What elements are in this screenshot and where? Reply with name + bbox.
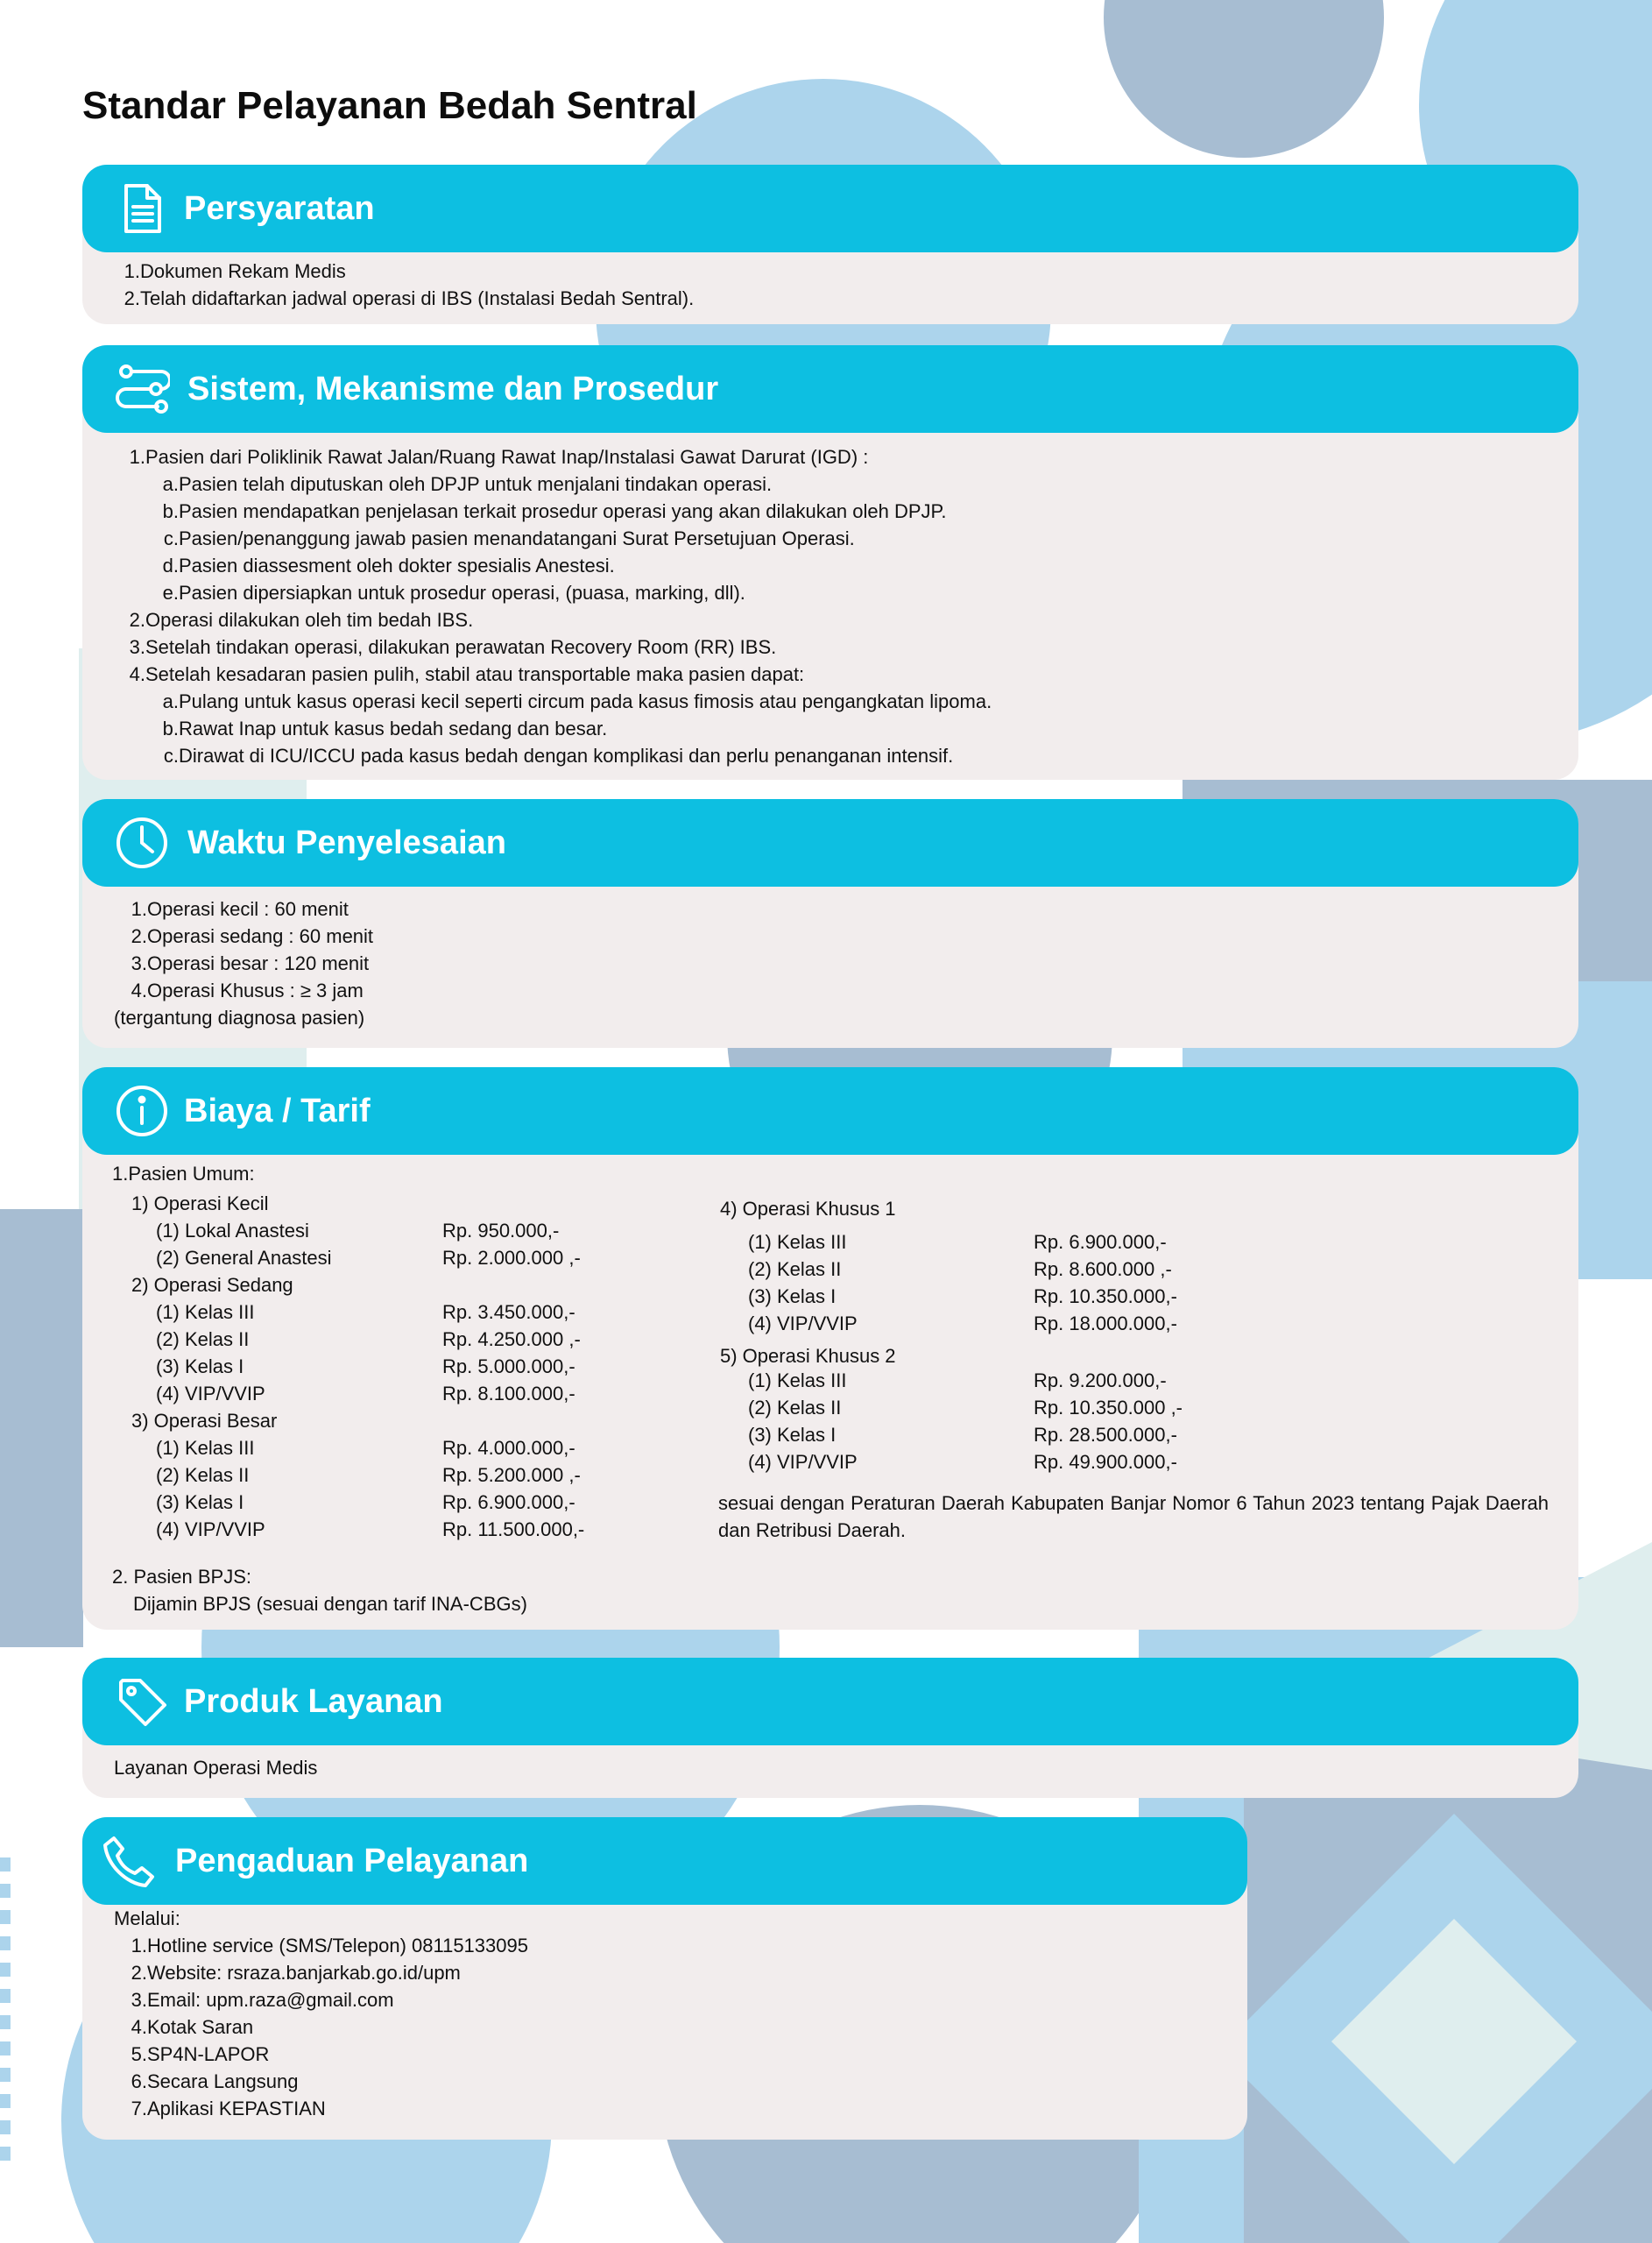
list-item: 2.Operasi dilakukan oleh tim bedah IBS. [129,609,474,631]
tariff-item: (1) Kelas III [156,1301,255,1323]
tariff-group-label: 5) Operasi Khusus 2 [720,1345,896,1367]
pengaduan-list [82,1905,1247,2122]
tariff-price: Rp. 3.450.000,- [442,1301,575,1323]
waktu-header [82,799,1578,887]
tariff-price: Rp. 4.000.000,- [442,1437,575,1459]
tariff-price: Rp. 2.000.000 ,- [442,1247,581,1269]
tariff-item: (1) Kelas III [748,1231,847,1253]
phone-icon [100,1833,156,1889]
persyaratan-title: Persyaratan [184,190,375,227]
tariff-item: (4) VIP/VVIP [156,1383,265,1405]
tariff-price: Rp. 18.000.000,- [1034,1313,1177,1334]
tariff-price: Rp. 11.500.000,- [442,1518,585,1540]
bpjs-label: 2. Pasien BPJS: [112,1566,251,1588]
tariff-price: Rp. 49.900.000,- [1034,1451,1177,1473]
tariff-price: Rp. 6.900.000,- [442,1491,575,1513]
persyaratan-header [82,165,1578,252]
produk-title: Produk Layanan [184,1683,443,1720]
list-item: 4.Kotak Saran [131,2016,254,2038]
biaya-header [82,1067,1578,1155]
sub-list-item: e.Pasien dipersiapkan untuk prosedur operasi, (puasa, marking, dll). [162,582,745,604]
biaya-title: Biaya / Tarif [184,1093,371,1129]
tariff-item: (2) General Anastesi [156,1247,332,1269]
tariff-group-label: 4) Operasi Khusus 1 [720,1198,896,1220]
regulation-note: sesuai dengan Peraturan Daerah Kabupaten Banjar Nomor 6 Tahun 2023 tentang Pajak Daerah dan Retribusi Daerah. [718,1492,1549,1541]
waktu-list [82,887,1578,1031]
tariff-price: Rp. 4.250.000 ,- [442,1328,581,1350]
list-item: 3.Email: upm.raza@gmail.com [131,1989,394,2011]
tariff-group-label: 3) Operasi Besar [131,1410,278,1432]
persyaratan-card [82,165,1578,324]
tariff-item: (2) Kelas II [748,1258,842,1280]
list-item: 1.Dokumen Rekam Medis [124,260,346,282]
persyaratan-list [82,252,1578,312]
sub-list-item: a.Pulang untuk kasus operasi kecil seperti circum pada kasus fimosis atau pengangkatan lipoma. [162,690,992,712]
list-item: 1.Pasien dari Poliklinik Rawat Jalan/Ruang Rawat Inap/Instalasi Gawat Darurat (IGD) : [129,446,869,468]
waktu-card [82,799,1578,1048]
list-item: 6.Secara Langsung [131,2070,299,2092]
tariff-price: Rp. 5.000.000,- [442,1355,575,1377]
list-item: 4.Operasi Khusus : ≥ 3 jam [131,980,364,1001]
list-item: 2.Website: rsraza.banjarkab.go.id/upm [131,1962,461,1984]
list-item: 3.Operasi besar : 120 menit [131,952,370,974]
pengaduan-title: Pengaduan Pelayanan [175,1843,529,1879]
page-title: Standar Pelayanan Bedah Sentral [82,84,697,127]
list-item: 3.Setelah tindakan operasi, dilakukan perawatan Recovery Room (RR) IBS. [129,636,777,658]
umum-label: 1.Pasien Umum: [112,1163,255,1185]
info-icon [114,1083,170,1139]
pengaduan-intro: Melalui: [114,1907,180,1929]
tariff-price: Rp. 8.600.000 ,- [1034,1258,1172,1280]
tariff-price: Rp. 6.900.000,- [1034,1231,1167,1253]
list-item: 4.Setelah kesadaran pasien pulih, stabil atau transportable maka pasien dapat: [129,663,805,685]
sub-list-item: d.Pasien diassesment oleh dokter spesialis Anestesi. [162,555,615,577]
tariff-item: (1) Kelas III [748,1369,847,1391]
waktu-note: (tergantung diagnosa pasien) [114,1007,365,1029]
bpjs-text: Dijamin BPJS (sesuai dengan tarif INA-CBGs) [133,1593,527,1615]
tariff-item: (1) Lokal Anastesi [156,1220,309,1242]
tag-icon [114,1673,170,1730]
produk-header [82,1658,1578,1745]
sub-list-item: c.Pasien/penanggung jawab pasien menandatangani Surat Persetujuan Operasi. [163,527,855,549]
produk-text: Layanan Operasi Medis [114,1757,318,1779]
list-item: 1.Operasi kecil : 60 menit [131,898,349,920]
workflow-icon [114,361,170,417]
document-icon [114,180,170,237]
tariff-price: Rp. 8.100.000,- [442,1383,575,1405]
tariff-item: (3) Kelas I [748,1424,837,1446]
tariff-item: (2) Kelas II [156,1328,250,1350]
tariff-item: (3) Kelas I [156,1491,244,1513]
pengaduan-header [82,1817,1247,1905]
sistem-card [82,345,1578,780]
sub-list-item: a.Pasien telah diputuskan oleh DPJP untuk menjalani tindakan operasi. [162,473,773,495]
clock-icon [114,815,170,871]
list-item: 5.SP4N-LAPOR [131,2043,270,2065]
produk-card [82,1658,1578,1798]
sub-list-item: b.Pasien mendapatkan penjelasan terkait prosedur operasi yang akan dilakukan oleh DPJP. [162,500,947,522]
tariff-item: (4) VIP/VVIP [156,1518,265,1540]
sistem-title: Sistem, Mekanisme dan Prosedur [187,371,719,407]
sistem-header [82,345,1578,433]
sistem-list [82,433,1578,769]
tariff-price: Rp. 28.500.000,- [1034,1424,1177,1446]
list-item: 2.Telah didaftarkan jadwal operasi di IBS (Instalasi Bedah Sentral). [124,287,695,309]
sub-list-item: c.Dirawat di ICU/ICCU pada kasus bedah dengan komplikasi dan perlu penanganan intensif. [163,745,954,767]
biaya-body [82,1155,1578,1630]
sub-list-item: b.Rawat Inap untuk kasus bedah sedang dan besar. [162,718,608,739]
tariff-item: (3) Kelas I [156,1355,244,1377]
tariff-item: (3) Kelas I [748,1285,837,1307]
waktu-title: Waktu Penyelesaian [187,824,506,861]
tariff-price: Rp. 950.000,- [442,1220,560,1242]
pengaduan-card [82,1817,1247,2140]
biaya-card [82,1067,1578,1630]
tariff-item: (1) Kelas III [156,1437,255,1459]
tariff-price: Rp. 10.350.000 ,- [1034,1397,1183,1419]
tariff-price: Rp. 5.200.000 ,- [442,1464,581,1486]
list-item: 7.Aplikasi KEPASTIAN [131,2098,326,2119]
tariff-group-label: 1) Operasi Kecil [131,1192,269,1214]
list-item: 1.Hotline service (SMS/Telepon) 08115133095 [131,1935,528,1956]
tariff-item: (2) Kelas II [748,1397,842,1419]
tariff-price: Rp. 9.200.000,- [1034,1369,1167,1391]
tariff-group-label: 2) Operasi Sedang [131,1274,293,1296]
tariff-item: (4) VIP/VVIP [748,1313,858,1334]
tariff-price: Rp. 10.350.000,- [1034,1285,1177,1307]
tariff-item: (4) VIP/VVIP [748,1451,858,1473]
list-item: 2.Operasi sedang : 60 menit [131,925,374,947]
tariff-item: (2) Kelas II [156,1464,250,1486]
